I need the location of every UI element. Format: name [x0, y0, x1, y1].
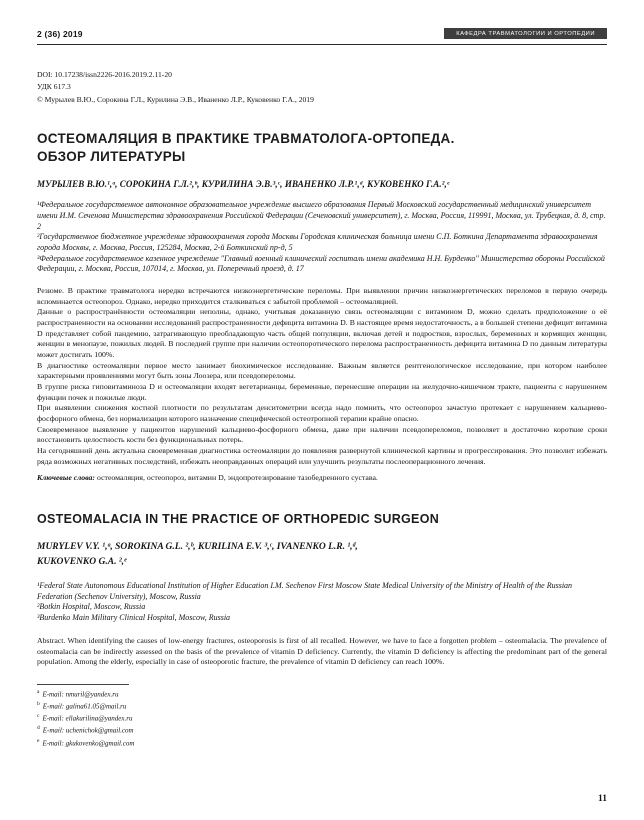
article-title-ru — [37, 130, 607, 166]
footnote-text: E-mail: nmuril@yandex.ru — [42, 690, 119, 699]
affiliation-en-2: ²Botkin Hospital, Moscow, Russia — [37, 602, 146, 612]
footnote-marker: a — [37, 688, 40, 695]
footnote-email — [37, 700, 607, 712]
footnote-text: E-mail: uchenichok@gmail.com — [42, 726, 134, 735]
footnote-email — [37, 688, 607, 700]
keywords-text: остеомаляция, остеопороз, витамин D, эндопротезирование тазобедренного сустава. — [95, 473, 378, 483]
authors-en-line2: KUKOVENKO G.A. ²,ᵉ — [37, 557, 127, 567]
affiliation-ru-2: ²Государственное бюджетное учреждение здравоохранения города Москвы Городская клиническая больница имени С.П. Боткина Департамента здравоохранения города Москвы, г. Москва, Россия, 125284, Москва, 2-й Боткинский пр-д, 5 — [37, 232, 598, 252]
affiliation-ru-3: ³Федеральное государственное казенное учреждение "Главный военный клинический госпиталь имени академика Н.Н. Бурденко" Министерства обороны Российской Федерации, г. Москва, Россия, 107014, г. Москва, ул. Поперечный проезд, д. 17 — [37, 253, 605, 274]
footnote-rule — [37, 684, 129, 685]
affiliations-en — [37, 581, 607, 624]
abstract-ru-paragraph: Резюме. В практике травматолога нередко встречаются низкоэнергетические переломы. При выявлении причин низкоэнергетических переломов в первую очередь вспоминается остеопороз. Однако, нередко приходится сталкиваться с забытой проблемой – остеомаляцией. — [37, 285, 607, 306]
abstract-ru-paragraph: Данные о распространённости остеомаляции неполны, однако, учитывая доказанную связь остеомаляции с витамином D, можно сделать предположение о её распространенности на основании исследований распространенности дефицита витамина D. В настоящее время недостаточность, а в большей степени дефицит витамина D представляет собой пандемию, затрагивающую преобладающую часть общей популяции, включая детей и подростков, взрослых, беременных и кормящих женщин, женщин в менопаузе, пожилых людей. В последней группе при наличии остеопоротического перелома распространенность дефицита витамина D по данным литературы может достигать 100%. — [37, 307, 607, 359]
abstract-ru-paragraph: При выявлении снижения костной плотности по результатам денситометрии всегда надо помнить, что остеопороз зачастую протекает с нарушением кальциево-фосфорного обмена, без нормализации которого назначение специфической остеотропной терапии крайне опасно. — [37, 403, 607, 423]
udk-line: УДК 617.3 — [37, 82, 71, 92]
authors-en — [37, 540, 607, 569]
abstract-ru-paragraph: Своевременное выявление у пациентов нарушений кальциево-фосфорного обмена, даже при наличии псевдопереломов, позволяет в достаточно короткие сроки восстановить целостность кости без функциональных потерь. — [37, 424, 607, 445]
footnote-marker: d — [37, 725, 40, 732]
doi-line: DOI: 10.17238/issn2226-2016.2019.2.11-20 — [37, 69, 172, 79]
article-meta — [37, 69, 607, 107]
abstract-en: Abstract. When identifying the causes of low-energy fractures, osteoporosis is first of all recalled. However, we have to face a forgotten problem – osteomalacia. The prevalence of osteomalacia can be indirectly assessed on the basis of the prevalence of vitamin D deficiency. Currently, the vitamin D deficiency is affecting the predominant part of the general population. Among the elderly, especially in case of osteoporotic fracture, the prevalence of vitamin D deficiency can reach 100%. — [37, 635, 607, 667]
abstract-ru-paragraph: В диагностике остеомаляции первое место занимает биохимическое исследование. Важным является рентгенологическое исследование, при котором наиболее характерными проявлениями могут быть зоны Лоозера, или псевдопереломы. — [37, 360, 607, 381]
keywords-ru — [37, 473, 607, 482]
page-number: 11 — [598, 794, 607, 804]
copyright-line: © Мурылев В.Ю., Сорокина Г.Л., Курилина Э.В., Иваненко Л.Р., Куковенко Г.А., 2019 — [37, 94, 314, 104]
affiliations-ru — [37, 200, 607, 274]
abstract-ru — [37, 286, 607, 467]
article-title-en: OSTEOMALACIA IN THE PRACTICE OF ORTHOPEDIC SURGEON — [37, 512, 440, 527]
affiliation-en-3: ³Burdenko Main Military Clinical Hospital, Moscow, Russia — [37, 613, 231, 623]
issue-label: 2 (36) 2019 — [37, 28, 83, 39]
footnote-email — [37, 724, 607, 736]
footnotes — [37, 684, 607, 749]
footnote-text: E-mail: ellakurilina@yandex.ru — [42, 714, 133, 723]
page-header — [37, 28, 607, 45]
affiliation-en-1: ¹Federal State Autonomous Educational Institution of Higher Education I.M. Sechenov First Moscow State Medical University of the Ministry of Health of the Russian Federation (Sechenov University), Moscow, Russia — [37, 580, 573, 601]
article-title-ru-line1: ОСТЕОМАЛЯЦИЯ В ПРАКТИКЕ ТРАВМАТОЛОГА-ОРТОПЕДА. — [37, 131, 455, 147]
footnote-email — [37, 737, 607, 749]
affiliation-ru-1: ¹Федеральное государственное автономное образовательное учреждение высшего образования Первый Московский государственный медицинский университет имени И.М. Сеченова Министерства здравоохранения Российской Федерации (Сеченовский университет), г. Москва, Россия, 119991, Москва, ул. Трубецкая, д. 8, стр. 2 — [37, 200, 606, 231]
footnote-text: E-mail: galina61.05@mail.ru — [42, 702, 127, 711]
footnote-marker: e — [37, 737, 40, 744]
footnote-marker: c — [37, 713, 40, 720]
keywords-label: Ключевые слова: — [37, 473, 96, 483]
footnote-marker: b — [37, 701, 40, 708]
authors-ru: МУРЫЛЕВ В.Ю.¹,ᵃ, СОРОКИНА Г.Л.²,ᵇ, КУРИЛИНА Э.В.³,ᶜ, ИВАНЕНКО Л.Р.¹,ᵈ, КУКОВЕНКО Г.А.²,ᵉ — [37, 179, 450, 190]
abstract-ru-paragraph: В группе риска гиповитаминоза D и остеомаляции входят вегетарианцы, беременные, перенесшие операции на желудочно-кишечном тракте, пациенты с нарушением функции почек и пожилые люди. — [37, 381, 607, 402]
footnote-email — [37, 712, 607, 724]
authors-en-line1: MURYLEV V.Y. ¹,ᵃ, SOROKINA G.L. ²,ᵇ, KURILINA E.V. ³,ᶜ, IVANENKO L.R. ¹,ᵈ, — [37, 542, 358, 553]
article-title-ru-line2: ОБЗОР ЛИТЕРАТУРЫ — [37, 149, 186, 165]
journal-name-badge: КАФЕДРА ТРАВМАТОЛОГИИ И ОРТОПЕДИИ — [444, 28, 607, 39]
abstract-ru-paragraph: На сегодняшний день актуальна своевременная диагностика остеомаляции до появления развернутой клинической картины и прогрессирования. Это позволит избежать ряда возможных негативных последствий, избежать неоправданных операций или улучшить результаты послеоперационного лечения. — [37, 445, 607, 466]
footnote-text: E-mail: gkukovenko@gmail.com — [42, 738, 135, 747]
